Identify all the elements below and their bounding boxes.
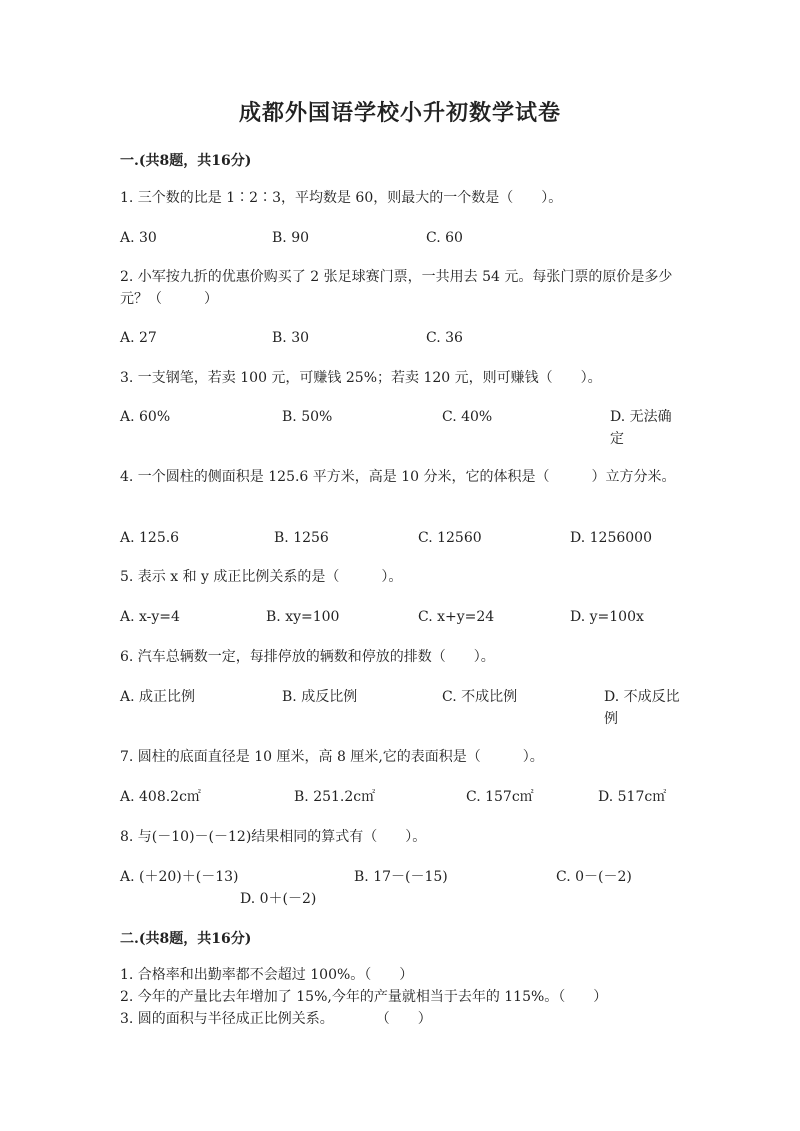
- option-a: A. 125.6: [120, 530, 180, 546]
- option-c: C. 36: [426, 330, 463, 346]
- question-2: 2. 小军按九折的优惠价购买了 2 张足球赛门票，一共用去 54 元。每张门票的原价是多少元？（ ）: [120, 269, 673, 307]
- option-a: A. 成正比例: [120, 689, 196, 705]
- option-c: C. 不成比例: [442, 689, 518, 705]
- option-d: D. 不成反比例: [604, 689, 680, 727]
- question-8: 8. 与(－10)－(－12)结果相同的算式有（ ）。: [120, 829, 427, 845]
- section-heading-1: 一.(共8题，共16分): [120, 153, 252, 169]
- options-8: [120, 866, 680, 910]
- option-a: A. x-y=4: [120, 609, 180, 625]
- options-6: [120, 686, 680, 730]
- option-b: B. 90: [272, 230, 310, 246]
- option-a: A. 60%: [120, 409, 171, 425]
- option-a: A. (＋20)＋(－13): [120, 869, 239, 885]
- option-b: B. 成反比例: [282, 689, 358, 705]
- option-b: B. 30: [272, 330, 310, 346]
- question-3: 3. 一支钢笔，若卖 100 元，可赚钱 25%；若卖 120 元，则可赚钱（ ）。: [120, 370, 602, 386]
- question-1: 1. 三个数的比是 1∶2∶3，平均数是 60，则最大的一个数是（ ）。: [120, 190, 563, 206]
- question-7: 7. 圆柱的底面直径是 10 厘米，高 8 厘米,它的表面积是（ ）。: [120, 749, 544, 765]
- option-c: C. x+y=24: [418, 609, 495, 625]
- option-d: D. 0＋(－2): [240, 891, 317, 907]
- option-c: C. 40%: [442, 409, 493, 425]
- option-a: A. 408.2c㎡: [120, 789, 201, 805]
- option-d: D. 1256000: [570, 530, 652, 546]
- option-b: B. 1256: [274, 530, 329, 546]
- true-false-item-3: 3. 圆的面积与半径成正比例关系。 （ ）: [120, 1011, 432, 1027]
- options-4: [120, 527, 680, 571]
- option-c: C. 12560: [418, 530, 482, 546]
- options-3: [120, 406, 680, 450]
- option-d: D. 无法确定: [610, 409, 672, 447]
- option-b: B. 251.2c㎡: [294, 789, 376, 805]
- question-4: 4. 一个圆柱的侧面积是 125.6 平方米，高是 10 分米，它的体积是（ ）立方分米。: [120, 469, 676, 485]
- option-a: A. 27: [120, 330, 157, 346]
- page-title: 成都外国语学校小升初数学试卷: [238, 100, 561, 126]
- option-b: B. 17－(－15): [354, 869, 448, 885]
- option-b: B. 50%: [282, 409, 333, 425]
- options-7: [120, 786, 680, 830]
- question-6: 6. 汽车总辆数一定，每排停放的辆数和停放的排数（ ）。: [120, 649, 495, 665]
- option-d: D. y=100x: [570, 609, 644, 625]
- options-2: [120, 327, 680, 371]
- option-b: B. xy=100: [266, 609, 340, 625]
- section-heading-2: 二.(共8题，共16分): [120, 931, 252, 947]
- options-5: [120, 606, 680, 650]
- true-false-item-2: 2. 今年的产量比去年增加了 15%,今年的产量就相当于去年的 115%。（ ）: [120, 989, 608, 1005]
- option-c: C. 60: [426, 230, 463, 246]
- option-d: D. 517c㎡: [598, 789, 667, 805]
- option-c: C. 0－(－2): [556, 869, 632, 885]
- options-1: [120, 227, 680, 271]
- true-false-item-1: 1. 合格率和出勤率都不会超过 100%。（ ）: [120, 967, 414, 983]
- option-a: A. 30: [120, 230, 157, 246]
- question-5: 5. 表示 x 和 y 成正比例关系的是（ ）。: [120, 569, 403, 585]
- option-c: C. 157c㎡: [466, 789, 534, 805]
